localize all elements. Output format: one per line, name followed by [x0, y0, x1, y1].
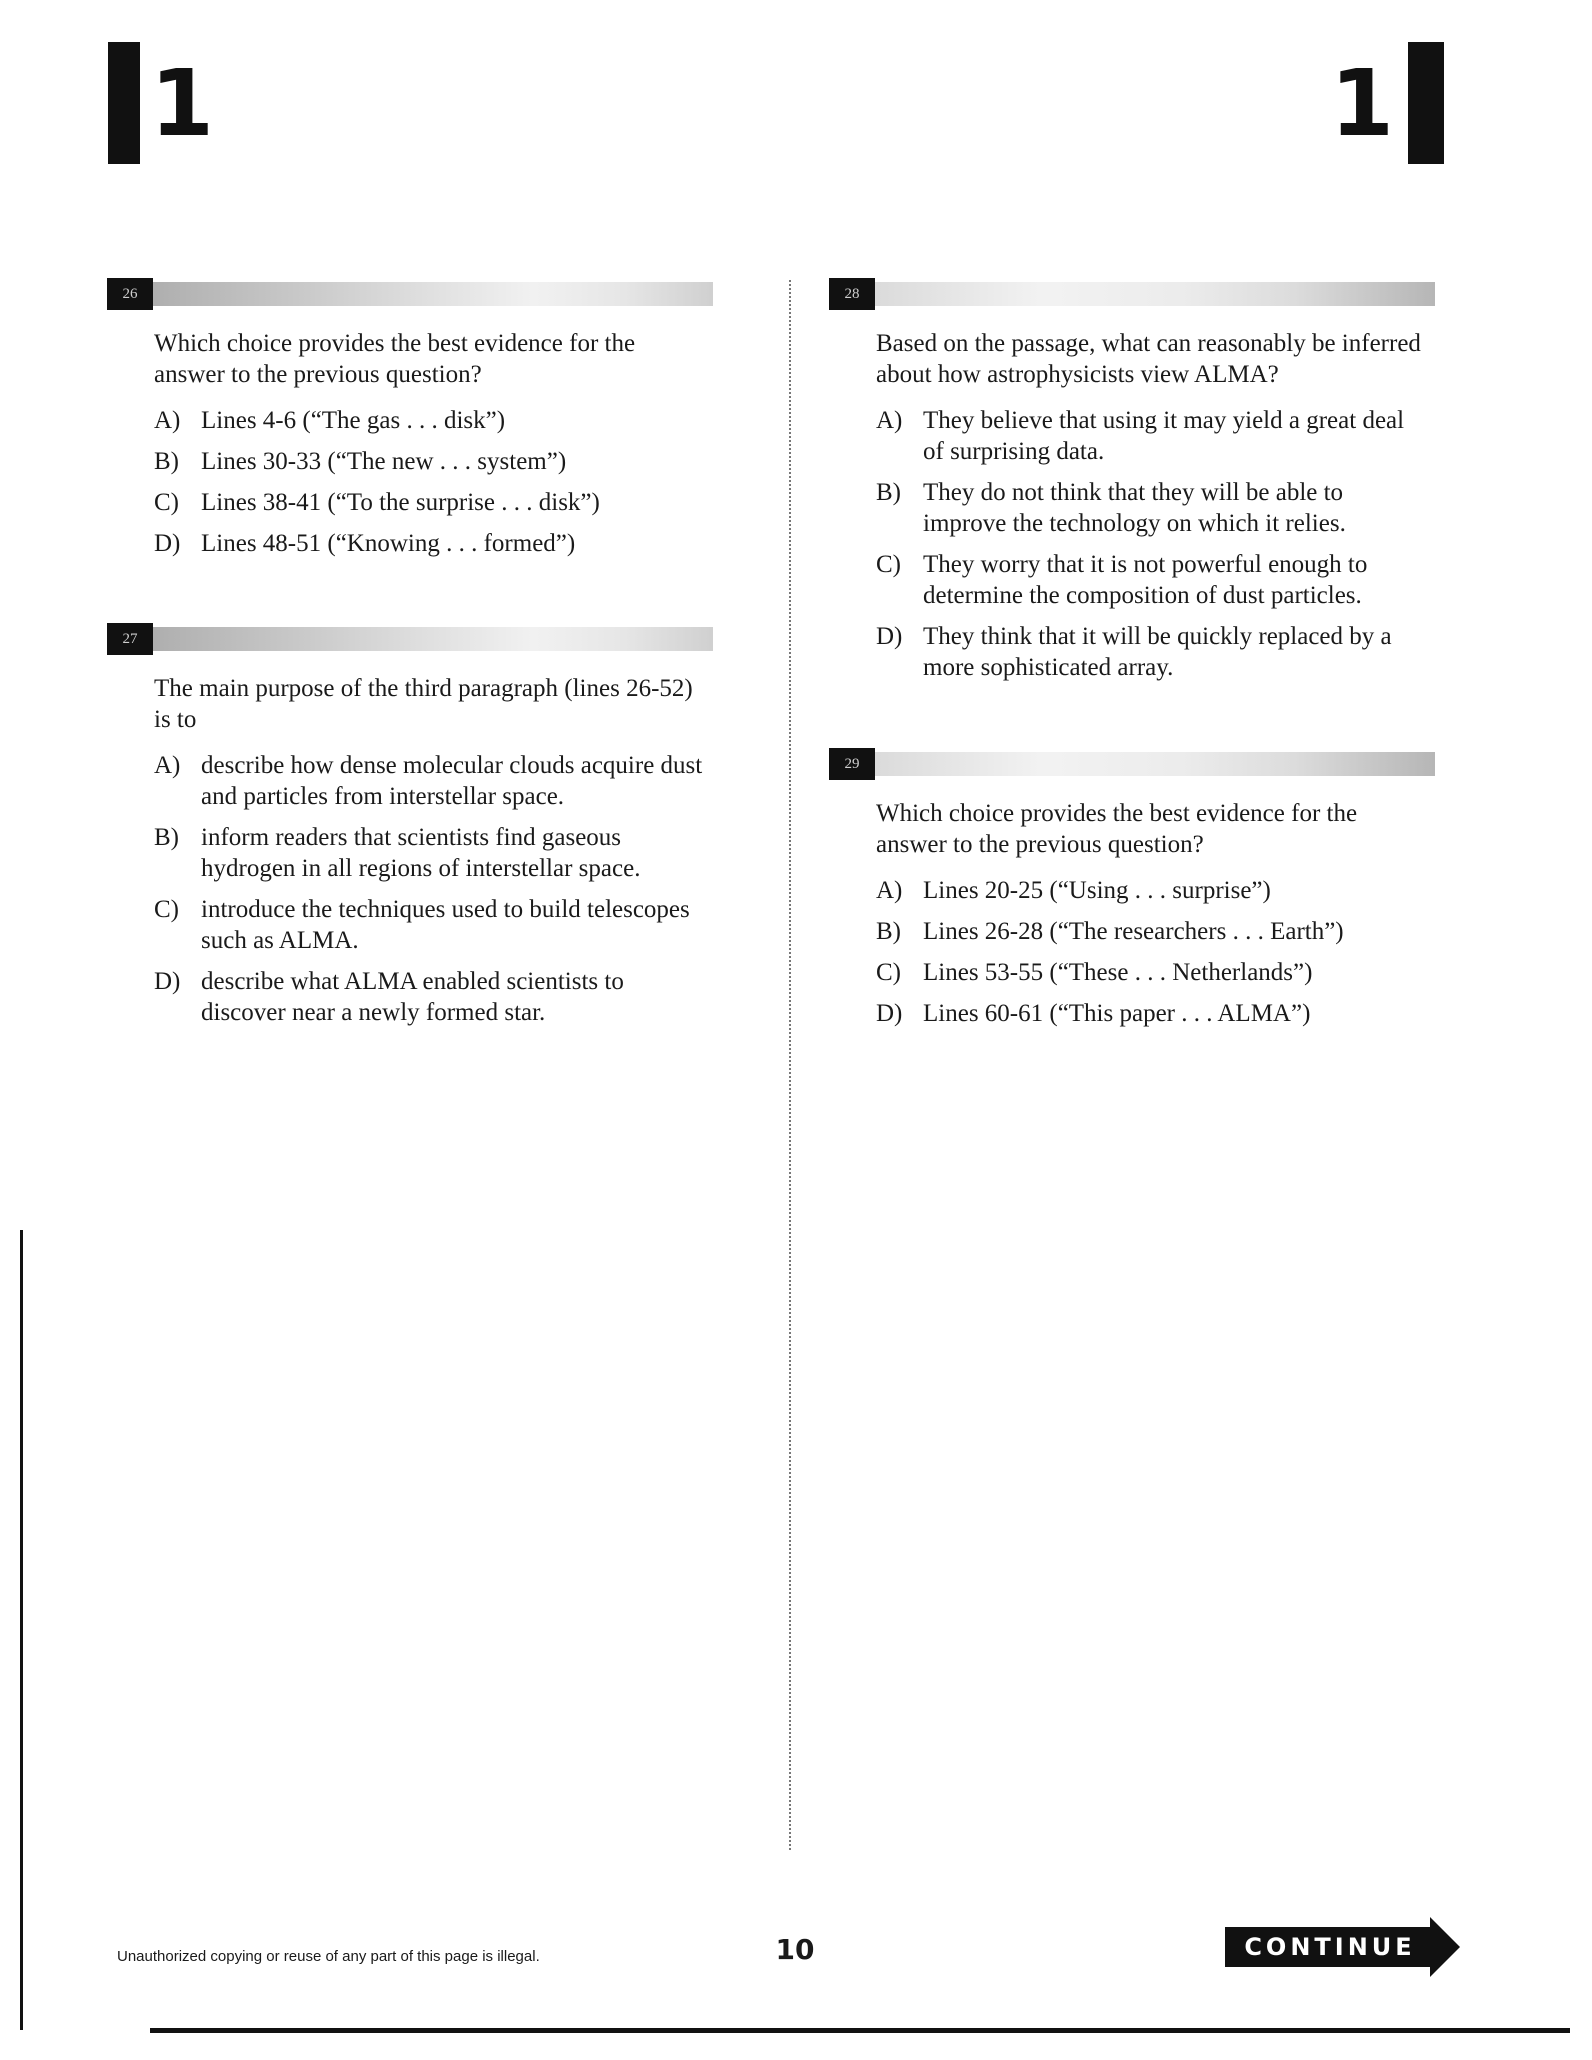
- question-number: 26: [107, 278, 153, 310]
- page-number: 10: [775, 1933, 815, 1966]
- option-letter: A): [154, 407, 181, 434]
- option-text: Lines 60-61 (“This paper . . . ALMA”): [923, 1000, 1311, 1027]
- question-header-bar: [875, 282, 1435, 306]
- option-letter: B): [154, 824, 179, 851]
- answer-option-d[interactable]: [876, 621, 1429, 683]
- answer-option-a[interactable]: [876, 405, 1429, 467]
- answer-option-c[interactable]: [154, 894, 707, 956]
- continue-label: CONTINUE: [1225, 1927, 1435, 1967]
- option-letter: A): [876, 877, 903, 904]
- section-bar-right: [1408, 42, 1444, 164]
- option-text: Lines 26-28 (“The researchers . . . Earth”): [923, 918, 1344, 945]
- option-letter: C): [154, 896, 179, 923]
- question-header: [829, 748, 1429, 780]
- section-number-right: 1: [1330, 50, 1395, 157]
- question-28: [829, 278, 1429, 693]
- question-stem: Based on the passage, what can reasonably be inferred about how astrophysicists view ALMA?: [876, 330, 1421, 388]
- section-bar-left: [108, 42, 140, 164]
- answer-option-b[interactable]: [154, 446, 707, 477]
- option-letter: C): [876, 551, 901, 578]
- answer-option-c[interactable]: [154, 487, 707, 518]
- copyright-notice: Unauthorized copying or reuse of any part of this page is illegal.: [117, 1948, 540, 1965]
- question-number: 29: [829, 748, 875, 780]
- option-text: They worry that it is not powerful enough to determine the composition of dust particles.: [923, 551, 1368, 609]
- question-stem: The main purpose of the third paragraph (lines 26-52) is to: [154, 675, 693, 733]
- option-text: They think that it will be quickly replaced by a more sophisticated array.: [923, 623, 1392, 681]
- option-letter: B): [876, 479, 901, 506]
- question-header: [107, 278, 707, 310]
- option-letter: A): [876, 407, 903, 434]
- option-letter: D): [876, 1000, 903, 1027]
- question-number: 27: [107, 623, 153, 655]
- option-letter: D): [876, 623, 903, 650]
- question-number: 28: [829, 278, 875, 310]
- section-number-left: 1: [150, 50, 215, 157]
- option-text: Lines 53-55 (“These . . . Netherlands”): [923, 959, 1313, 986]
- option-text: inform readers that scientists find gaseous hydrogen in all regions of interstellar space.: [201, 824, 641, 882]
- continue-button[interactable]: [1225, 1917, 1461, 1973]
- answer-option-b[interactable]: [876, 916, 1429, 947]
- answer-option-c[interactable]: [876, 549, 1429, 611]
- option-letter: C): [876, 959, 901, 986]
- question-header-bar: [153, 282, 713, 306]
- answer-option-b[interactable]: [876, 477, 1429, 539]
- question-stem: Which choice provides the best evidence for the answer to the previous question?: [154, 330, 636, 388]
- option-text: describe how dense molecular clouds acquire dust and particles from interstellar space.: [201, 752, 703, 810]
- option-text: describe what ALMA enabled scientists to discover near a newly formed star.: [201, 968, 624, 1026]
- answer-option-a[interactable]: [154, 405, 707, 436]
- question-header: [829, 278, 1429, 310]
- question-header: [107, 623, 707, 655]
- option-letter: D): [154, 968, 181, 995]
- option-letter: A): [154, 752, 181, 779]
- option-text: Lines 38-41 (“To the surprise . . . disk”): [201, 489, 600, 516]
- option-text: They do not think that they will be able to improve the technology on which it relies.: [923, 479, 1346, 537]
- question-29: [829, 748, 1429, 1039]
- bottom-rule: [150, 2028, 1570, 2033]
- answer-option-a[interactable]: [876, 875, 1429, 906]
- question-stem: Which choice provides the best evidence for the answer to the previous question?: [876, 800, 1358, 858]
- option-letter: B): [876, 918, 901, 945]
- scan-edge-line: [20, 1230, 23, 2030]
- answer-option-d[interactable]: [154, 966, 707, 1028]
- option-letter: D): [154, 530, 181, 557]
- answer-option-c[interactable]: [876, 957, 1429, 988]
- option-text: introduce the techniques used to build telescopes such as ALMA.: [201, 896, 690, 954]
- column-divider: [789, 280, 791, 1850]
- answer-option-d[interactable]: [154, 528, 707, 559]
- option-text: Lines 20-25 (“Using . . . surprise”): [923, 877, 1271, 904]
- answer-option-b[interactable]: [154, 822, 707, 884]
- question-26: [107, 278, 707, 569]
- answer-option-a[interactable]: [154, 750, 707, 812]
- option-text: Lines 48-51 (“Knowing . . . formed”): [201, 530, 576, 557]
- question-header-bar: [153, 627, 713, 651]
- option-text: They believe that using it may yield a great deal of surprising data.: [923, 407, 1405, 465]
- arrow-right-icon: [1430, 1917, 1460, 1977]
- question-27: [107, 623, 707, 1038]
- answer-option-d[interactable]: [876, 998, 1429, 1029]
- option-text: Lines 4-6 (“The gas . . . disk”): [201, 407, 506, 434]
- question-header-bar: [875, 752, 1435, 776]
- option-letter: C): [154, 489, 179, 516]
- option-letter: B): [154, 448, 179, 475]
- option-text: Lines 30-33 (“The new . . . system”): [201, 448, 567, 475]
